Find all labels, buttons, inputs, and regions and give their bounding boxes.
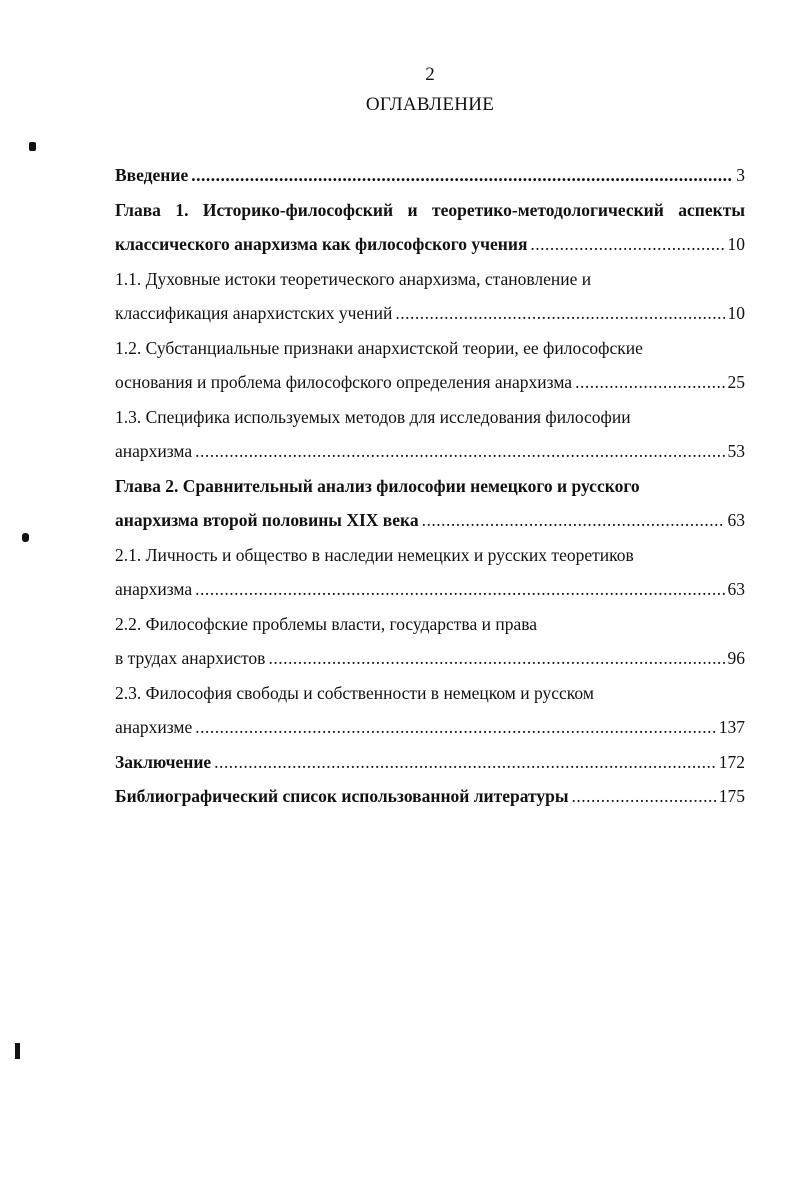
toc-entry-text: анархизме bbox=[115, 717, 193, 737]
toc-entry-text: 2.3. Философия свободы и собственности в немецком и русском bbox=[115, 682, 594, 703]
toc-entry-text: анархизма bbox=[115, 579, 193, 599]
toc-leader-dots bbox=[530, 227, 724, 262]
toc-entry bbox=[115, 469, 745, 504]
toc-entry-page: 10 bbox=[727, 303, 745, 323]
toc-entry-text: 2.1. Личность и общество в наследии немецких и русских теоретиков bbox=[115, 544, 634, 565]
scan-speck bbox=[29, 142, 36, 151]
page-title: ОГЛАВЛЕНИЕ bbox=[365, 94, 495, 115]
toc-entry bbox=[115, 538, 745, 573]
toc-entry-page: 63 bbox=[727, 510, 745, 530]
toc-entry-page: 10 bbox=[727, 234, 745, 254]
toc-entry-page: 25 bbox=[727, 372, 745, 392]
toc-entry bbox=[115, 331, 745, 366]
toc-entry-text: основания и проблема философского определения анархизма bbox=[115, 372, 573, 392]
toc-entry bbox=[115, 158, 745, 193]
toc-entry bbox=[115, 572, 745, 607]
page-number: 2 bbox=[425, 64, 435, 85]
toc-entry-page: 96 bbox=[727, 648, 745, 668]
toc-entry-text: классического анархизма как философского учения bbox=[115, 234, 528, 254]
toc-leader-dots bbox=[575, 365, 724, 400]
toc-entry bbox=[115, 779, 745, 814]
toc-entry-page: 63 bbox=[727, 579, 745, 599]
toc-leader-dots bbox=[422, 503, 725, 538]
toc-entry bbox=[115, 607, 745, 642]
toc-leader-dots bbox=[191, 158, 733, 193]
toc-entry-text: Введение bbox=[115, 165, 189, 185]
toc-entry-text: анархизма второй половины XIX века bbox=[115, 510, 419, 530]
toc-entry-text: классификация анархистских учений bbox=[115, 303, 393, 323]
toc-entry-page: 137 bbox=[718, 717, 745, 737]
toc-entry-text: 1.2. Субстанциальные признаки анархистской теории, ее философские bbox=[115, 337, 643, 358]
toc-entry bbox=[115, 503, 745, 538]
toc-entry bbox=[115, 676, 745, 711]
toc-entry bbox=[115, 296, 745, 331]
toc-leader-dots bbox=[195, 572, 724, 607]
toc-entry bbox=[115, 227, 745, 262]
toc-entry-text: Глава 2. Сравнительный анализ философии немецкого и русского bbox=[115, 475, 640, 496]
scan-speck bbox=[22, 533, 29, 542]
toc-entry bbox=[115, 745, 745, 780]
toc-entry bbox=[115, 641, 745, 676]
scan-speck bbox=[15, 1043, 20, 1059]
toc-entry bbox=[115, 365, 745, 400]
table-of-contents bbox=[115, 158, 745, 814]
toc-entry-text: 1.1. Духовные истоки теоретического анархизма, становление и bbox=[115, 268, 592, 289]
toc-entry-text: 2.2. Философские проблемы власти, государства и права bbox=[115, 613, 538, 634]
toc-entry-page: 3 bbox=[736, 165, 745, 185]
toc-entry bbox=[115, 434, 745, 469]
toc-leader-dots bbox=[195, 434, 724, 469]
toc-leader-dots bbox=[214, 745, 716, 780]
toc-entry-text: в трудах анархистов bbox=[115, 648, 266, 668]
toc-leader-dots bbox=[572, 779, 716, 814]
toc-entry-text: 1.3. Специфика используемых методов для исследования философии bbox=[115, 406, 631, 427]
toc-entry bbox=[115, 193, 745, 228]
toc-entry bbox=[115, 710, 745, 745]
toc-entry-page: 172 bbox=[718, 751, 745, 772]
toc-entry-text: анархизма bbox=[115, 441, 193, 461]
toc-entry-text: Библиографический список использованной литературы bbox=[115, 786, 569, 806]
toc-entry-text: Заключение bbox=[115, 751, 212, 772]
toc-entry-text: Глава 1. Историко-философский и теоретико-методологический аспекты bbox=[115, 199, 745, 220]
toc-leader-dots bbox=[268, 641, 724, 676]
toc-leader-dots bbox=[195, 710, 715, 745]
toc-leader-dots bbox=[395, 296, 724, 331]
toc-entry-page: 175 bbox=[718, 786, 745, 806]
toc-entry bbox=[115, 400, 745, 435]
toc-entry-page: 53 bbox=[727, 441, 745, 461]
toc-entry bbox=[115, 262, 745, 297]
